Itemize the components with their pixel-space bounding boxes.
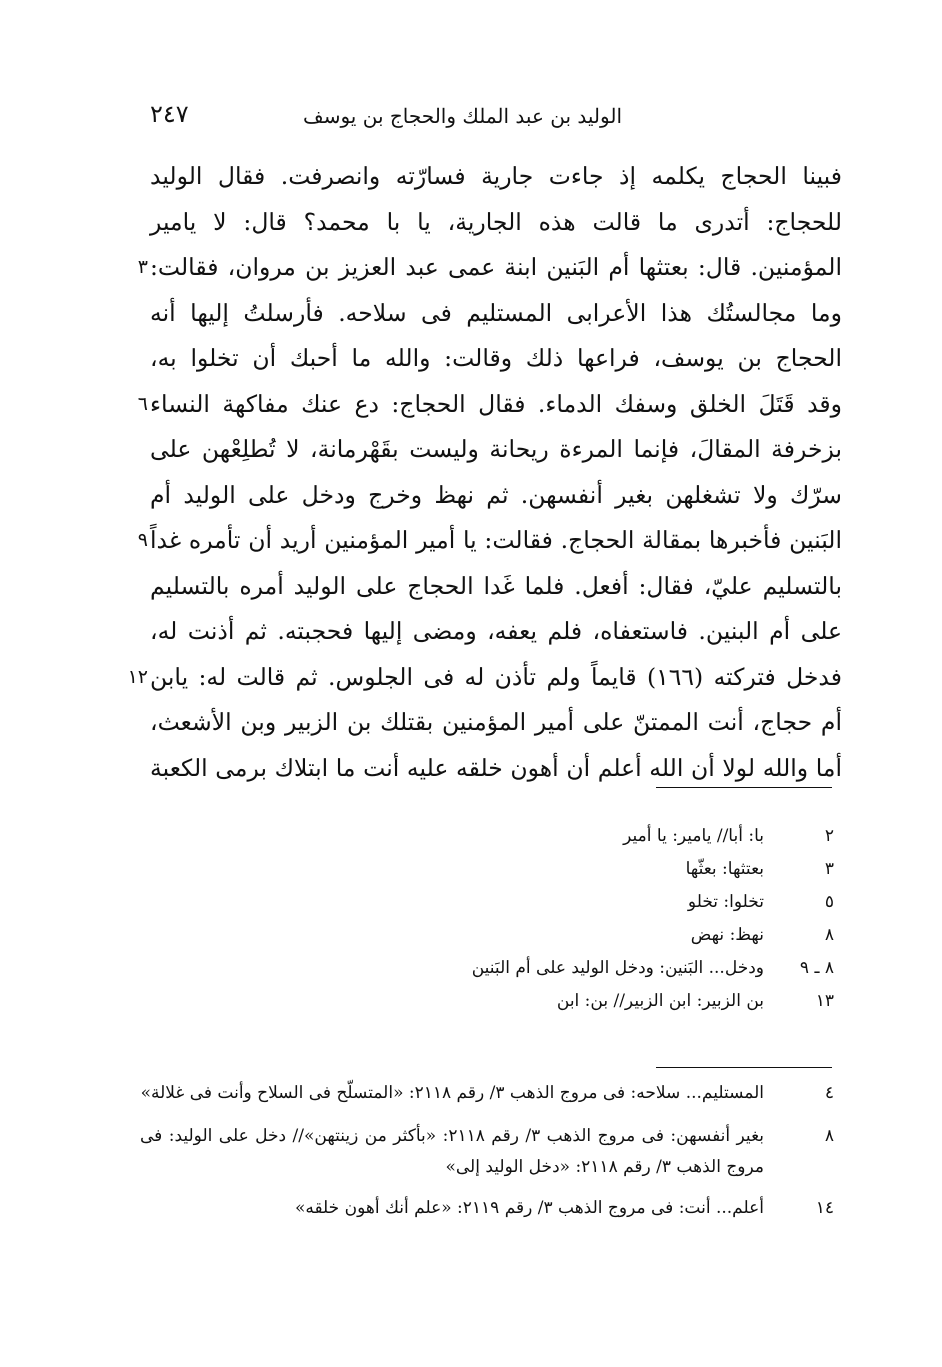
variant-note — [140, 985, 840, 1018]
line-number: ٣ — [137, 256, 148, 278]
variant-note — [140, 886, 840, 919]
text-line-content: بالتسليم عليّ، فقال: أفعل. فلما غَدا الحجاج على الوليد أمره بالتسليم — [150, 571, 842, 600]
line-number: ١٢ — [127, 665, 148, 688]
text-line — [137, 382, 842, 428]
note-line-ref: ٨ — [824, 925, 834, 945]
text-line — [150, 154, 842, 200]
text-line-content: سرّك ولا تشغلهن بغير أنفسهن. ثم نهظ وخرج ودخل على الوليد أم — [150, 480, 842, 509]
text-line — [150, 473, 842, 519]
note-text: تخلوا: تخلو — [687, 892, 764, 912]
note-line-ref: ٣ — [824, 859, 834, 879]
main-text-block — [127, 154, 842, 791]
note-line-ref: ١٣ — [815, 991, 834, 1011]
note-line-ref: ٤ — [824, 1083, 834, 1103]
note-text: با: أبا// يامير: يا أمير — [623, 826, 764, 846]
variant-note — [140, 919, 840, 952]
text-line-content: فدخل فتركته (١٦٦) قايماً ولم تأذن له فى الجلوس. ثم قالت له: يابن — [150, 662, 842, 691]
text-line — [137, 245, 842, 291]
text-line-content: المؤمنين. قال: بعتثها أم البَنين ابنة عمى عبد العزيز بن مروان، فقالت: — [150, 253, 842, 281]
note-text: أعلم... أنت: فى مروج الذهب ٣/ رقم ٢١١٩: «علم أنك أهون خلقه» — [294, 1198, 764, 1218]
variant-notes — [140, 820, 840, 1018]
text-line-content: البَنين فأخبرها بمقالة الحجاج. فقالت: يا أمير المؤمنين أريد أن تأمره غداً — [150, 526, 842, 554]
text-line-content: للحجاج: أتدرى ما قالت هذه الجارية، يا با محمد؟ قال: لا يامير — [150, 207, 842, 236]
text-line-content: على أم البنين. فاستعفاه، فلم يعفه، ومضى إليها فحجبته. ثم أذنت له، — [150, 617, 842, 645]
text-line-content: وما مجالستُك هذا الأعرابى المستليم فى سلاحه. فأرسلتُ إليها أنه — [150, 298, 842, 327]
text-line-content: وقد قَتَلَ الخلق وسفك الدماء. فقال الحجاج: دع عنك مفاكهة النساء — [150, 389, 842, 418]
note-line-ref: ٨ ـ ٩ — [799, 958, 834, 978]
page-header — [140, 100, 840, 140]
footnote-divider — [656, 787, 832, 788]
note-line-ref: ١٤ — [815, 1198, 834, 1218]
note-text: بعتثها: بعثّها — [685, 859, 764, 879]
text-line-content: بزخرفة المقالَ، فإنما المرءة ريحانة وليست بقَهْرمانة، لا تُطلِعْهن على — [150, 435, 842, 463]
text-line — [150, 609, 842, 655]
footnote-divider — [656, 1067, 832, 1068]
running-title: الوليد بن عبد الملك والحجاج بن يوسف — [303, 104, 622, 128]
note-text: بغير أنفسهن: فى مروج الذهب ٣/ رقم ٢١١٨: «بأكثر من زينتهن»// دخل على الوليد: فى مروج الذهب ٣/ رقم ٢١١٨: «دخل الوليد إلى» — [140, 1126, 764, 1177]
source-notes — [140, 1078, 840, 1236]
note-text: نهظ: نهض — [690, 925, 764, 945]
note-text: بن الزبير: ابن الزبير// بن: ابن — [556, 991, 764, 1011]
line-number: ٦ — [137, 392, 148, 415]
variant-note — [140, 952, 840, 985]
text-line — [150, 427, 842, 473]
note-text: ودخل... البَنين: ودخل الوليد على أم البَنين — [471, 958, 764, 978]
text-line — [150, 700, 842, 746]
text-line-content: فبينا الحجاج يكلمه إذ جاءت جارية فسارّته وانصرفت. فقال الوليد — [150, 162, 842, 190]
source-note — [140, 1121, 840, 1183]
source-note — [140, 1078, 840, 1111]
note-line-ref: ٨ — [824, 1126, 834, 1146]
page-number: ٢٤٧ — [150, 100, 189, 128]
text-line-content: أم حجاج، أنت الممتنّ على أمير المؤمنين بقتلك بن الزبير وبن الأشعث، — [150, 708, 842, 736]
text-line — [150, 746, 842, 792]
text-line — [150, 336, 842, 382]
line-number: ٩ — [137, 529, 148, 551]
text-line — [150, 564, 842, 610]
text-line — [150, 200, 842, 246]
variant-note — [140, 820, 840, 853]
note-line-ref: ٥ — [824, 892, 834, 912]
note-text: المستليم... سلاحه: فى مروج الذهب ٣/ رقم ٢١١٨: «المتسلّح فى السلاح وأنت فى غلالة» — [140, 1083, 764, 1103]
note-line-ref: ٢ — [824, 826, 834, 846]
text-line — [127, 655, 842, 701]
text-line — [137, 518, 842, 564]
variant-note — [140, 853, 840, 886]
text-line-content: الحجاج بن يوسف، فراعها ذلك وقالت: والله ما أحبك أن تخلوا به، — [150, 344, 842, 372]
text-line — [150, 291, 842, 337]
text-line-content: أما والله لولا أن الله أعلم أن أهون خلقه عليه أنت ما ابتلاك برمى الكعبة — [150, 753, 842, 782]
source-note — [140, 1193, 840, 1226]
